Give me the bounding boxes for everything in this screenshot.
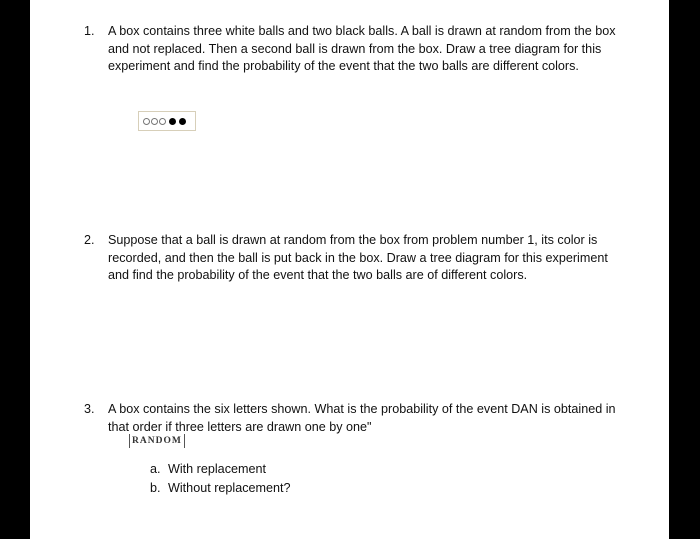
option-a — [150, 461, 266, 478]
option-text: With replacement — [168, 462, 266, 476]
question-3 — [84, 401, 628, 436]
question-1 — [84, 23, 628, 76]
question-number: 1. — [84, 24, 95, 38]
option-label: b. — [150, 481, 161, 495]
black-ball-icon — [169, 118, 176, 125]
white-ball-icon — [151, 118, 158, 125]
question-text: Suppose that a ball is drawn at random from the box from problem number 1, its color is recorded, and then the ball is put back in the box. Draw a tree diagram for this experiment and find the probability of the event that the two balls are of different colors. — [108, 233, 608, 283]
question-number: 2. — [84, 233, 95, 247]
option-text: Without replacement? — [168, 481, 291, 495]
letters-box: RANDOM — [129, 434, 185, 448]
document-page — [30, 0, 669, 539]
option-label: a. — [150, 462, 161, 476]
option-b — [150, 480, 291, 497]
black-ball-icon — [179, 118, 186, 125]
question-number: 3. — [84, 402, 95, 416]
question-text: A box contains three white balls and two black balls. A ball is drawn at random from the box and not replaced. Then a second ball is drawn from the box. Draw a tree diagram for this experiment and find the probability of the event that the two balls are different colors. — [108, 24, 616, 74]
question-text: A box contains the six letters shown. What is the probability of the event DAN is obtained in that order if three letters are drawn one by one" — [108, 402, 616, 434]
question-2 — [84, 232, 628, 285]
white-ball-icon — [159, 118, 166, 125]
white-ball-icon — [143, 118, 150, 125]
ball-box-figure — [138, 111, 196, 131]
